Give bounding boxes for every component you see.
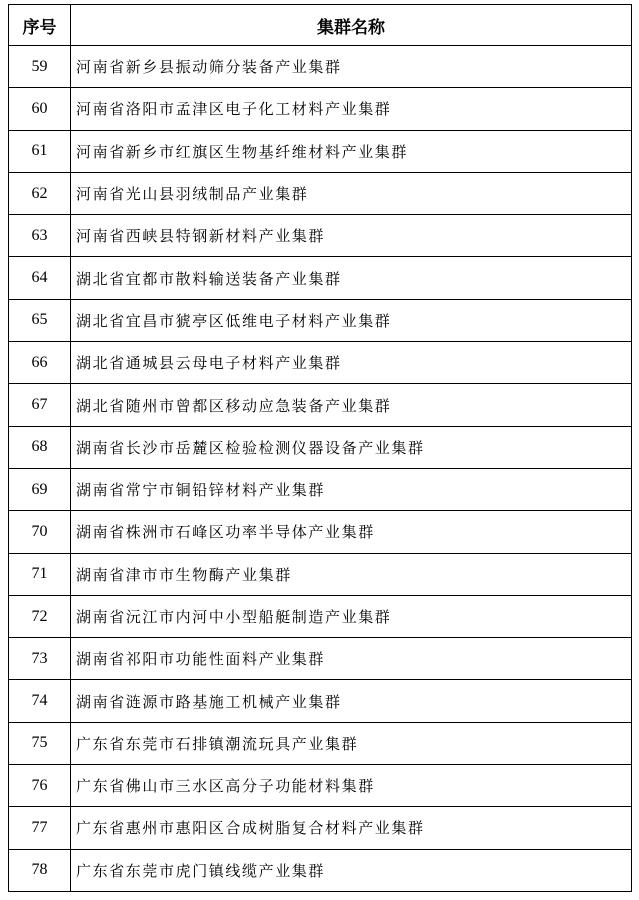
row-number: 77 — [9, 807, 71, 849]
row-number: 66 — [9, 342, 71, 384]
table-row — [9, 299, 632, 341]
cluster-name: 湖南省沅江市内河中小型船艇制造产业集群 — [71, 595, 632, 637]
row-number: 59 — [9, 46, 71, 88]
cluster-name: 河南省光山县羽绒制品产业集群 — [71, 172, 632, 214]
header-number: 序号 — [9, 5, 71, 46]
row-number: 67 — [9, 384, 71, 426]
row-number: 60 — [9, 88, 71, 130]
row-number: 64 — [9, 257, 71, 299]
cluster-name: 广东省东莞市石排镇潮流玩具产业集群 — [71, 722, 632, 764]
cluster-name: 湖南省涟源市路基施工机械产业集群 — [71, 680, 632, 722]
cluster-name: 湖南省长沙市岳麓区检验检测仪器设备产业集群 — [71, 426, 632, 468]
cluster-name: 湖北省宜昌市猇亭区低维电子材料产业集群 — [71, 299, 632, 341]
row-number: 61 — [9, 130, 71, 172]
row-number: 73 — [9, 638, 71, 680]
row-number: 75 — [9, 722, 71, 764]
table-row — [9, 384, 632, 426]
row-number: 71 — [9, 553, 71, 595]
row-number: 63 — [9, 215, 71, 257]
cluster-name: 广东省东莞市虎门镇线缆产业集群 — [71, 849, 632, 891]
table-header-row — [9, 5, 632, 46]
cluster-name: 河南省新乡市红旗区生物基纤维材料产业集群 — [71, 130, 632, 172]
table-row — [9, 172, 632, 214]
row-number: 74 — [9, 680, 71, 722]
cluster-name: 河南省西峡县特钢新材料产业集群 — [71, 215, 632, 257]
table-row — [9, 130, 632, 172]
table-row — [9, 46, 632, 88]
header-cluster-name: 集群名称 — [71, 5, 632, 46]
table-row — [9, 595, 632, 637]
cluster-name: 湖南省株洲市石峰区功率半导体产业集群 — [71, 511, 632, 553]
row-number: 65 — [9, 299, 71, 341]
cluster-name: 河南省新乡县振动筛分装备产业集群 — [71, 46, 632, 88]
table-row — [9, 638, 632, 680]
row-number: 62 — [9, 172, 71, 214]
table-row — [9, 468, 632, 510]
cluster-name: 湖北省随州市曾都区移动应急装备产业集群 — [71, 384, 632, 426]
cluster-name: 湖南省常宁市铜铅锌材料产业集群 — [71, 468, 632, 510]
table-row — [9, 257, 632, 299]
cluster-name: 湖北省通城县云母电子材料产业集群 — [71, 342, 632, 384]
row-number: 72 — [9, 595, 71, 637]
table-row — [9, 680, 632, 722]
cluster-table — [8, 4, 632, 892]
table-row — [9, 511, 632, 553]
row-number: 76 — [9, 765, 71, 807]
row-number: 78 — [9, 849, 71, 891]
table-row — [9, 342, 632, 384]
table-row — [9, 807, 632, 849]
table-row — [9, 722, 632, 764]
table-row — [9, 765, 632, 807]
table-row — [9, 849, 632, 891]
table-row — [9, 553, 632, 595]
cluster-name: 湖南省祁阳市功能性面料产业集群 — [71, 638, 632, 680]
table-row — [9, 88, 632, 130]
cluster-name: 河南省洛阳市孟津区电子化工材料产业集群 — [71, 88, 632, 130]
cluster-name: 广东省惠州市惠阳区合成树脂复合材料产业集群 — [71, 807, 632, 849]
cluster-name: 湖北省宜都市散料输送装备产业集群 — [71, 257, 632, 299]
cluster-name: 湖南省津市市生物酶产业集群 — [71, 553, 632, 595]
cluster-name: 广东省佛山市三水区高分子功能材料集群 — [71, 765, 632, 807]
row-number: 70 — [9, 511, 71, 553]
table-row — [9, 426, 632, 468]
row-number: 68 — [9, 426, 71, 468]
row-number: 69 — [9, 468, 71, 510]
table-row — [9, 215, 632, 257]
